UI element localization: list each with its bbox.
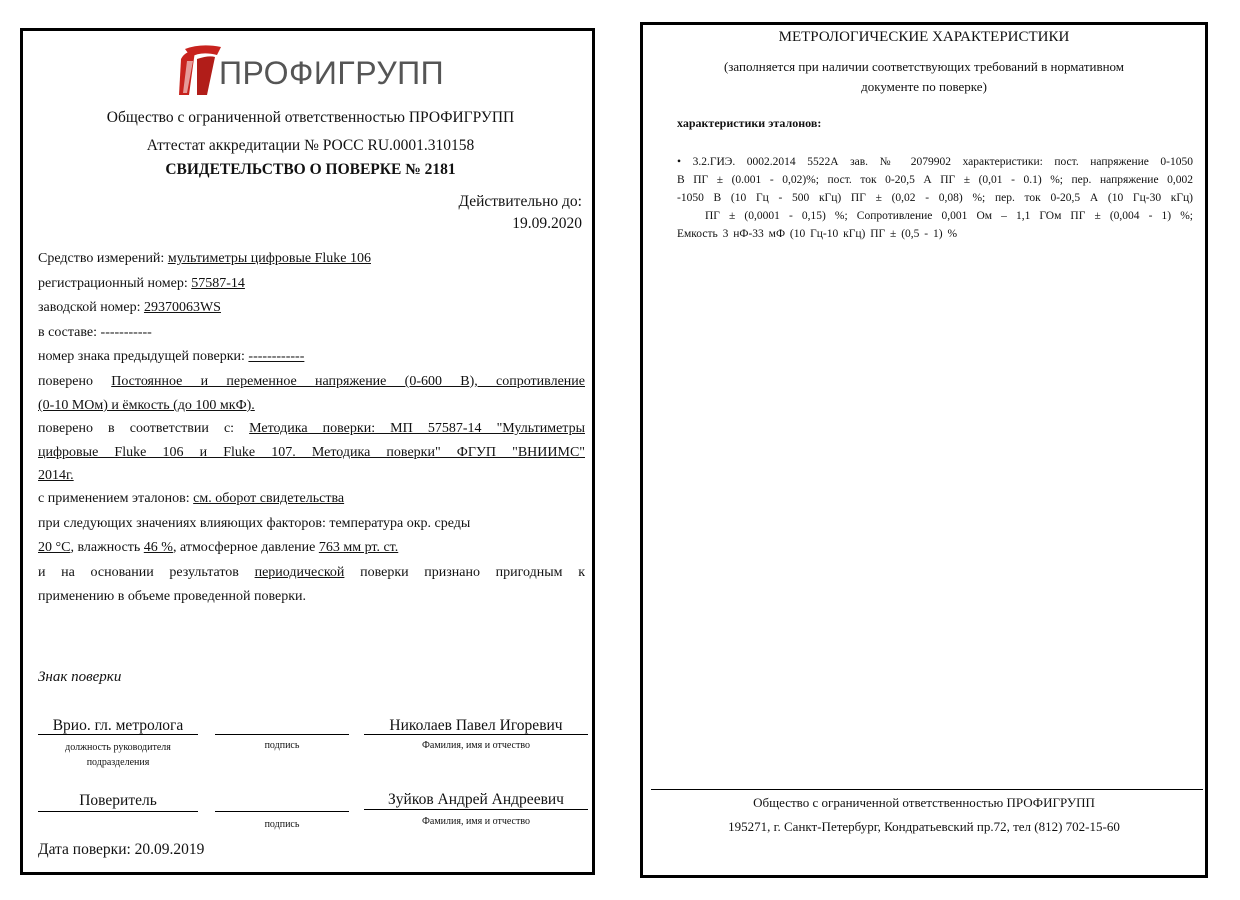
logo-mark-icon bbox=[171, 41, 225, 97]
metrology-subheading-1: (заполняется при наличии соответствующих требований в нормативном bbox=[723, 59, 1125, 74]
according-line-1: поверено в соответствии с: Методика поверки: МП 57587-14 "Мультиметры bbox=[38, 421, 585, 436]
registration-line: регистрационный номер: 57587-14 bbox=[38, 276, 245, 291]
company-logo bbox=[171, 41, 451, 99]
signer1-position-line bbox=[38, 734, 198, 735]
instrument-value: мультиметры цифровые Fluke 106 bbox=[167, 251, 371, 266]
standards-value: см. оборот свидетельства bbox=[193, 491, 345, 506]
standards-item-line-2: В ПГ ± (0.001 - 0,02)%; пост. ток 0-20,5 А ПГ ± (0,01 - 0.1) %; пер. напряжение 0,002 bbox=[677, 174, 1193, 186]
caption-fullname-2: Фамилия, имя и отчество bbox=[421, 816, 530, 827]
signer1-signature-line bbox=[215, 734, 349, 735]
verification-mark-label: Знак поверки bbox=[38, 669, 122, 685]
certificate-front-page bbox=[20, 28, 595, 875]
signer2-position-line bbox=[38, 811, 198, 812]
valid-until-date: 19.09.2020 bbox=[512, 215, 582, 232]
signer1-name-line bbox=[364, 734, 588, 735]
signer2-signature-line bbox=[215, 811, 349, 812]
certificate-title: СВИДЕТЕЛЬСТВО О ПОВЕРКЕ № 2181 bbox=[165, 161, 456, 178]
temperature-value: 20 °С bbox=[38, 540, 71, 555]
verification-date: Дата поверки: 20.09.2019 bbox=[38, 841, 205, 858]
serial-value: 29370063WS bbox=[143, 300, 221, 315]
logo-text: ПРОФИГРУПП bbox=[219, 55, 445, 91]
composition-value: ----------- bbox=[100, 325, 152, 340]
footer-divider bbox=[651, 789, 1203, 790]
metrology-subheading-2: документе по поверке) bbox=[861, 79, 987, 94]
standards-heading: характеристики эталонов: bbox=[677, 116, 822, 130]
caption-position: должность руководителя подразделения bbox=[65, 742, 171, 768]
certificate-back-page bbox=[640, 22, 1208, 878]
signer2-name-line bbox=[364, 809, 588, 810]
signer2-position: Поверитель bbox=[79, 792, 157, 809]
footer-address: 195271, г. Санкт-Петербург, Кондратьевский пр.72, тел (812) 702-15-60 bbox=[728, 819, 1120, 834]
composition-line: в составе: ----------- bbox=[38, 325, 152, 340]
metrology-heading: МЕТРОЛОГИЧЕСКИЕ ХАРАКТЕРИСТИКИ bbox=[778, 29, 1070, 45]
signer1-name: Николаев Павел Игоревич bbox=[389, 717, 563, 734]
verified-line-2: (0-10 МОм) и ёмкость (до 100 мкФ). bbox=[38, 398, 255, 413]
standards-item-line-1: • 3.2.ГИЭ. 0002.2014 5522А зав. № 2079902 характеристики: пост. напряжение 0-1050 bbox=[677, 156, 1193, 168]
method-value: Методика поверки: МП 57587-14 "Мультиметры bbox=[249, 421, 585, 436]
humidity-value: 46 % bbox=[143, 540, 173, 555]
instrument-line: Средство измерений: мультиметры цифровые Fluke 106 bbox=[38, 251, 371, 266]
caption-signature: подпись bbox=[264, 740, 300, 751]
signer1-position: Врио. гл. метролога bbox=[52, 717, 184, 734]
standards-item-line-4: ПГ ± (0,0001 - 0,15) %; Сопротивление 0,001 Ом – 1,1 ГОм ПГ ± (0,004 - 1) %; bbox=[705, 210, 1193, 222]
footer-organization: Общество с ограниченной ответственностью ПРОФИГРУПП bbox=[753, 795, 1095, 810]
signer2-name: Зуйков Андрей Андреевич bbox=[388, 791, 564, 808]
verification-type: периодической bbox=[254, 565, 345, 580]
previous-mark-value: ------------ bbox=[248, 349, 305, 364]
factors-line: при следующих значениях влияющих факторов: температура окр. среды bbox=[38, 516, 471, 531]
caption-fullname: Фамилия, имя и отчество bbox=[421, 740, 530, 751]
standards-item-line-5: Емкость 3 нФ-33 мФ (10 Гц-10 кГц) ПГ ± (0,5 - 1) % bbox=[677, 228, 958, 240]
according-line-3: 2014г. bbox=[38, 468, 74, 483]
result-line-1: и на основании результатов периодической поверки признано пригодным к bbox=[38, 565, 585, 580]
previous-mark-line: номер знака предыдущей поверки: ------------ bbox=[38, 349, 305, 364]
conditions-line: 20 °С, влажность 46 %, атмосферное давление 763 мм рт. ст. bbox=[38, 540, 399, 555]
accreditation-line: Аттестат аккредитации № РОСС RU.0001.310158 bbox=[146, 137, 475, 154]
verified-line-1: поверено Постоянное и переменное напряжение (0-600 В), сопротивление bbox=[38, 374, 585, 389]
organization-name: Общество с ограниченной ответственностью ПРОФИГРУПП bbox=[106, 109, 515, 126]
result-line-2: применению в объеме проведенной поверки. bbox=[38, 589, 307, 604]
caption-signature-2: подпись bbox=[264, 819, 300, 830]
standards-line: с применением эталонов: см. оборот свидетельства bbox=[38, 491, 345, 506]
verified-value: Постоянное и переменное напряжение (0-600 В), сопротивление bbox=[111, 374, 585, 389]
serial-line: заводской номер: 29370063WS bbox=[38, 300, 221, 315]
according-line-2: цифровые Fluke 106 и Fluke 107. Методика поверки" ФГУП "ВНИИМС" bbox=[38, 445, 585, 460]
standards-item-line-3: -1050 В (10 Гц - 500 кГц) ПГ ± (0,02 - 0,08) %; пер. ток 0-20,5 А (10 Гц-30 кГц) bbox=[677, 192, 1193, 204]
registration-value: 57587-14 bbox=[191, 276, 245, 291]
valid-until-label: Действительно до: bbox=[458, 193, 582, 210]
pressure-value: 763 мм рт. ст. bbox=[318, 540, 399, 555]
